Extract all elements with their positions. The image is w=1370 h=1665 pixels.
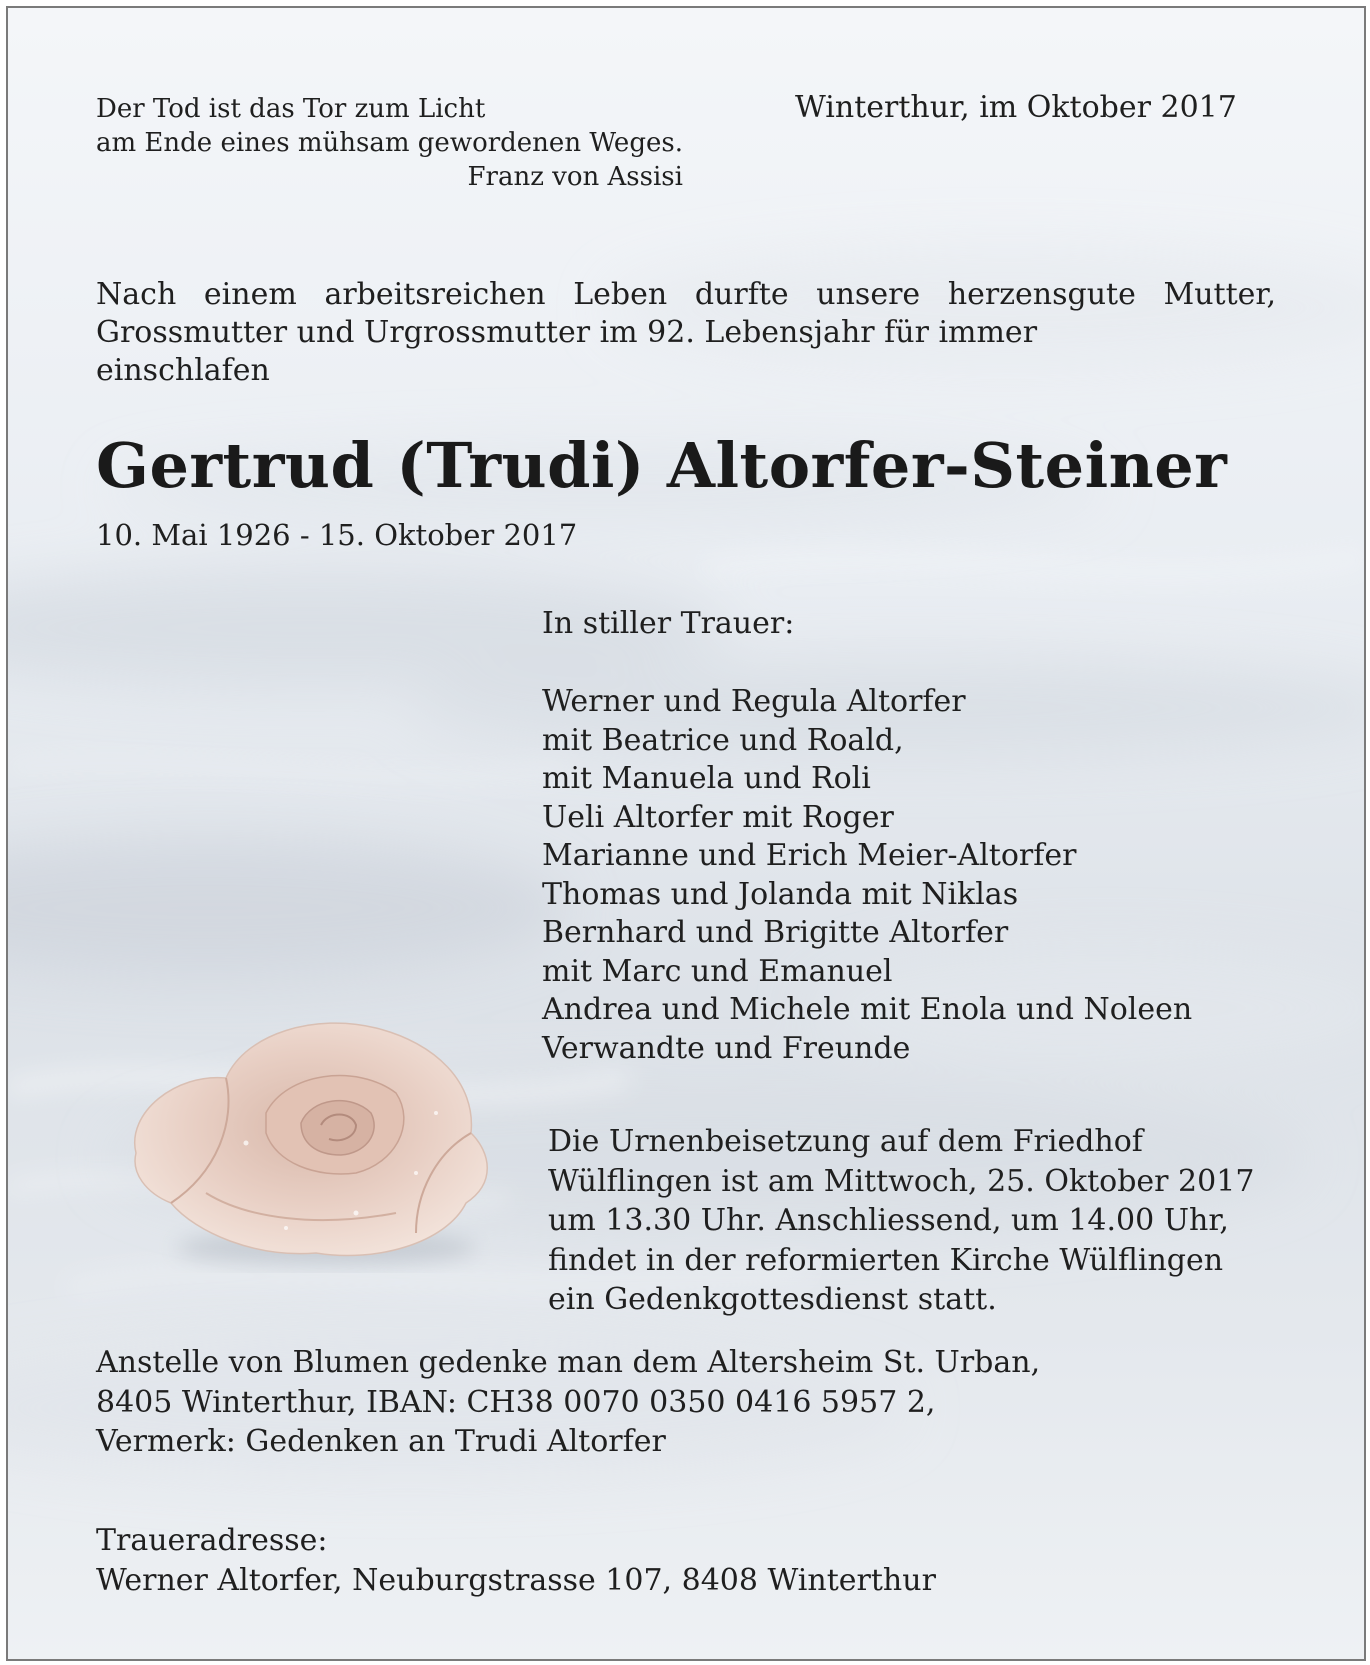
address-label: Traueradresse: [96,1523,328,1558]
list-item: mit Manuela und Roli [542,761,871,796]
donation-line: Vermerk: Gedenken an Trudi Altorfer [96,1424,666,1459]
burial-info [548,1122,1254,1320]
list-item: mit Marc und Emanuel [542,953,893,989]
burial-line: um 13.30 Uhr. Anschliessend, um 14.00 Uhr, [548,1203,1229,1238]
burial-line: Wülflingen ist am Mittwoch, 25. Oktober 2017 [548,1163,1255,1199]
donation-line: Anstelle von Blumen gedenke man dem Altersheim St. Urban, [96,1345,1041,1380]
intro-line-1: Nach einem arbeitsreichen Leben durfte unsere herzensgute Mutter, [96,277,1276,312]
mourners-list [542,683,1192,1068]
deceased-name: Gertrud (Trudi) Altorfer-Steiner [96,429,1228,502]
quote-author: Franz von Assisi [467,162,683,192]
list-item: Verwandte und Freunde [542,1030,911,1066]
donation-line: 8405 Winterthur, IBAN: CH38 0070 0350 0416 5957 2, [96,1384,936,1420]
intro-text [96,276,1276,390]
intro-line-2: Grossmutter und Urgrossmutter im 92. Lebensjahr für immer [96,315,1038,350]
burial-line: findet in der reformierten Kirche Wülflingen [548,1242,1224,1278]
burial-line: Die Urnenbeisetzung auf dem Friedhof [548,1124,1143,1159]
list-item: mit Beatrice und Roald, [542,722,904,758]
burial-line: ein Gedenkgottesdienst statt. [548,1282,997,1317]
mourning-address [96,1521,936,1600]
quote-line-1: Der Tod ist das Tor zum Licht [96,94,486,124]
list-item: Werner und Regula Altorfer [542,684,966,719]
intro-line-3: einschlafen [96,353,270,388]
place-date: Winterthur, im Oktober 2017 [795,90,1237,125]
list-item: Andrea und Michele mit Enola und Noleen [542,992,1193,1027]
list-item: Marianne und Erich Meier-Altorfer [542,838,1077,873]
rose-image [116,1003,511,1273]
donation-info [96,1343,1040,1462]
mourners-heading: In stiller Trauer: [542,606,795,641]
life-dates: 10. Mai 1926 - 15. Oktober 2017 [96,518,578,552]
obituary-notice [6,6,1366,1661]
quote-line-2: am Ende eines mühsam gewordenen Weges. [96,128,683,158]
list-item: Thomas und Jolanda mit Niklas [542,876,1019,912]
list-item: Ueli Altorfer mit Roger [542,799,894,835]
quote [96,92,683,194]
address-value: Werner Altorfer, Neuburgstrasse 107, 8408 Winterthur [96,1562,936,1598]
list-item: Bernhard und Brigitte Altorfer [542,915,1009,950]
